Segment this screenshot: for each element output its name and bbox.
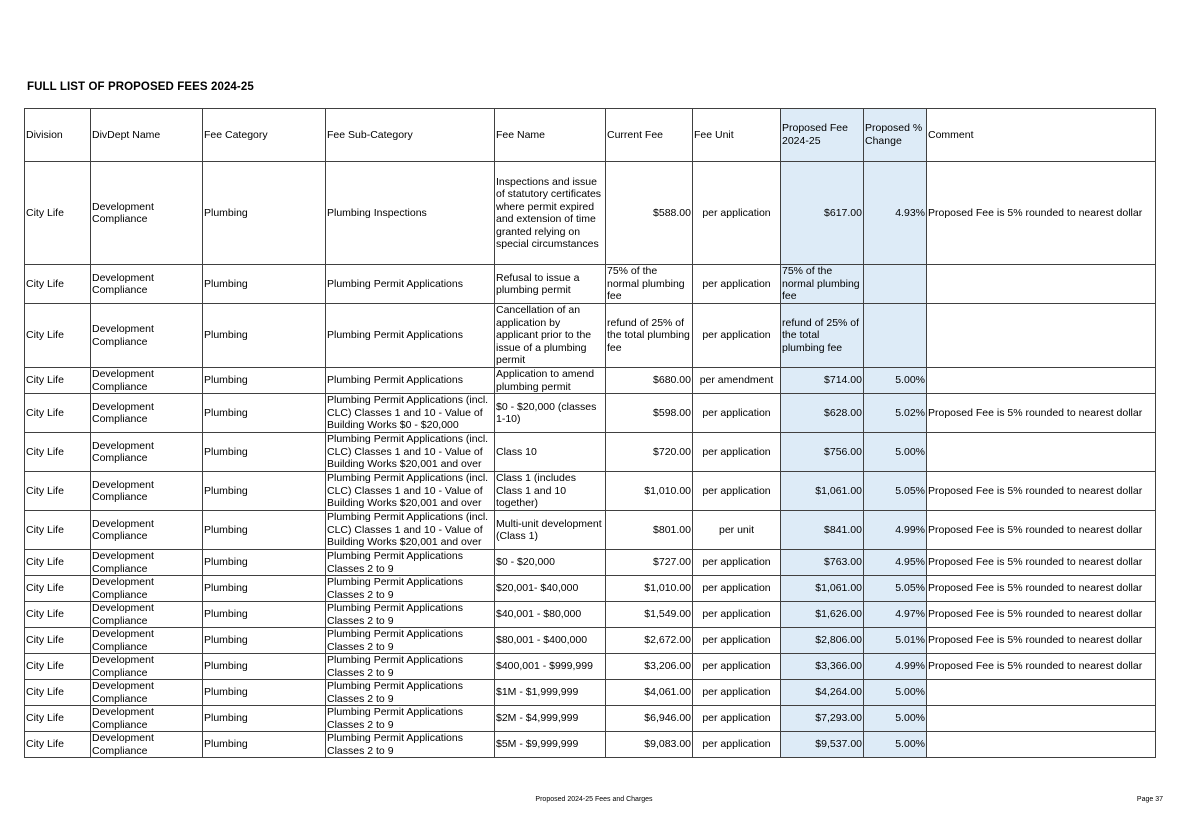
cell-proposed-fee: $628.00: [781, 394, 864, 433]
cell-percent-change: 4.93%: [864, 162, 927, 265]
cell-division: City Life: [25, 368, 91, 394]
cell-percent-change: 5.05%: [864, 576, 927, 602]
cell-proposed-fee: refund of 25% of the total plumbing fee: [781, 304, 864, 368]
cell-fee-name: Inspections and issue of statutory certificates where permit expired and extension of time granted relying on special circumstances: [495, 162, 606, 265]
cell-comment: Proposed Fee is 5% rounded to nearest dollar: [927, 654, 1156, 680]
page-number: Page 37: [1136, 796, 1163, 803]
cell-comment: Proposed Fee is 5% rounded to nearest dollar: [927, 511, 1156, 550]
cell-category: Plumbing: [203, 732, 326, 758]
table-row: [25, 162, 1156, 265]
cell-category: Plumbing: [203, 628, 326, 654]
cell-dept: Development Compliance: [91, 550, 203, 576]
header-proposed-fee: Proposed Fee 2024-25: [781, 109, 864, 162]
cell-proposed-fee: $3,366.00: [781, 654, 864, 680]
cell-fee-name: $400,001 - $999,999: [495, 654, 606, 680]
cell-division: City Life: [25, 732, 91, 758]
cell-category: Plumbing: [203, 602, 326, 628]
table-row: [25, 732, 1156, 758]
cell-proposed-fee: $763.00: [781, 550, 864, 576]
header-current-fee: Current Fee: [606, 109, 693, 162]
header-row: [25, 109, 1156, 162]
cell-category: Plumbing: [203, 433, 326, 472]
cell-proposed-fee: $1,626.00: [781, 602, 864, 628]
table-row: [25, 550, 1156, 576]
cell-fee-unit: per application: [693, 394, 781, 433]
cell-comment: [927, 265, 1156, 304]
cell-current-fee: $720.00: [606, 433, 693, 472]
table-row: [25, 706, 1156, 732]
cell-current-fee: $1,010.00: [606, 576, 693, 602]
table-row: [25, 304, 1156, 368]
cell-division: City Life: [25, 654, 91, 680]
cell-percent-change: 5.00%: [864, 732, 927, 758]
cell-fee-name: Multi-unit development (Class 1): [495, 511, 606, 550]
cell-subcategory: Plumbing Permit Applications Classes 2 to 9: [326, 576, 495, 602]
table-row: [25, 576, 1156, 602]
cell-division: City Life: [25, 162, 91, 265]
cell-subcategory: Plumbing Permit Applications (incl. CLC) Classes 1 and 10 - Value of Building Works $20,001 and over: [326, 433, 495, 472]
cell-percent-change: [864, 265, 927, 304]
cell-subcategory: Plumbing Permit Applications (incl. CLC) Classes 1 and 10 - Value of Building Works $20,001 and over: [326, 511, 495, 550]
cell-current-fee: $2,672.00: [606, 628, 693, 654]
cell-comment: [927, 680, 1156, 706]
cell-percent-change: 4.99%: [864, 511, 927, 550]
cell-division: City Life: [25, 394, 91, 433]
fees-table: [24, 108, 1156, 758]
cell-subcategory: Plumbing Permit Applications Classes 2 to 9: [326, 732, 495, 758]
cell-percent-change: 5.01%: [864, 628, 927, 654]
cell-percent-change: 4.95%: [864, 550, 927, 576]
cell-fee-name: $1M - $1,999,999: [495, 680, 606, 706]
cell-dept: Development Compliance: [91, 602, 203, 628]
cell-fee-unit: per amendment: [693, 368, 781, 394]
cell-dept: Development Compliance: [91, 304, 203, 368]
cell-current-fee: $727.00: [606, 550, 693, 576]
cell-dept: Development Compliance: [91, 680, 203, 706]
cell-category: Plumbing: [203, 680, 326, 706]
cell-current-fee: $680.00: [606, 368, 693, 394]
cell-division: City Life: [25, 706, 91, 732]
cell-fee-unit: per application: [693, 304, 781, 368]
cell-proposed-fee: $1,061.00: [781, 472, 864, 511]
table-row: [25, 602, 1156, 628]
cell-category: Plumbing: [203, 304, 326, 368]
cell-comment: [927, 433, 1156, 472]
cell-comment: Proposed Fee is 5% rounded to nearest dollar: [927, 602, 1156, 628]
cell-current-fee: $4,061.00: [606, 680, 693, 706]
cell-dept: Development Compliance: [91, 654, 203, 680]
cell-proposed-fee: $2,806.00: [781, 628, 864, 654]
cell-fee-name: $80,001 - $400,000: [495, 628, 606, 654]
cell-proposed-fee: $4,264.00: [781, 680, 864, 706]
cell-dept: Development Compliance: [91, 511, 203, 550]
cell-fee-unit: per application: [693, 602, 781, 628]
cell-fee-unit: per application: [693, 433, 781, 472]
cell-division: City Life: [25, 511, 91, 550]
cell-division: City Life: [25, 265, 91, 304]
cell-percent-change: 4.99%: [864, 654, 927, 680]
cell-comment: [927, 368, 1156, 394]
cell-subcategory: Plumbing Permit Applications Classes 2 to 9: [326, 706, 495, 732]
cell-dept: Development Compliance: [91, 472, 203, 511]
cell-dept: Development Compliance: [91, 433, 203, 472]
cell-percent-change: 5.00%: [864, 680, 927, 706]
cell-fee-name: $20,001- $40,000: [495, 576, 606, 602]
cell-dept: Development Compliance: [91, 628, 203, 654]
cell-fee-unit: per application: [693, 628, 781, 654]
footer-document-title: Proposed 2024-25 Fees and Charges: [535, 796, 653, 803]
cell-comment: Proposed Fee is 5% rounded to nearest dollar: [927, 550, 1156, 576]
page-title: FULL LIST OF PROPOSED FEES 2024-25: [27, 81, 254, 93]
cell-fee-name: $5M - $9,999,999: [495, 732, 606, 758]
cell-dept: Development Compliance: [91, 732, 203, 758]
header-percent-change: Proposed % Change: [864, 109, 927, 162]
cell-current-fee: $598.00: [606, 394, 693, 433]
header-division: Division: [25, 109, 91, 162]
header-dept: DivDept Name: [91, 109, 203, 162]
cell-fee-unit: per application: [693, 472, 781, 511]
cell-dept: Development Compliance: [91, 706, 203, 732]
table-row: [25, 511, 1156, 550]
cell-division: City Life: [25, 304, 91, 368]
table-row: [25, 394, 1156, 433]
cell-current-fee: 75% of the normal plumbing fee: [606, 265, 693, 304]
cell-current-fee: $1,549.00: [606, 602, 693, 628]
table-row: [25, 368, 1156, 394]
cell-comment: Proposed Fee is 5% rounded to nearest dollar: [927, 162, 1156, 265]
cell-division: City Life: [25, 576, 91, 602]
cell-fee-name: Class 1 (includes Class 1 and 10 together): [495, 472, 606, 511]
cell-subcategory: Plumbing Permit Applications Classes 2 to 9: [326, 550, 495, 576]
cell-fee-unit: per application: [693, 550, 781, 576]
cell-fee-unit: per application: [693, 732, 781, 758]
cell-percent-change: 5.05%: [864, 472, 927, 511]
cell-fee-unit: per application: [693, 706, 781, 732]
cell-percent-change: 5.00%: [864, 706, 927, 732]
cell-subcategory: Plumbing Permit Applications (incl. CLC) Classes 1 and 10 - Value of Building Works $20,001 and over: [326, 472, 495, 511]
cell-division: City Life: [25, 433, 91, 472]
table-row: [25, 265, 1156, 304]
cell-category: Plumbing: [203, 511, 326, 550]
cell-proposed-fee: $9,537.00: [781, 732, 864, 758]
cell-category: Plumbing: [203, 654, 326, 680]
cell-fee-unit: per application: [693, 654, 781, 680]
cell-current-fee: $1,010.00: [606, 472, 693, 511]
cell-subcategory: Plumbing Permit Applications Classes 2 to 9: [326, 680, 495, 706]
cell-fee-unit: per application: [693, 576, 781, 602]
table-row: [25, 472, 1156, 511]
table-row: [25, 654, 1156, 680]
cell-subcategory: Plumbing Permit Applications: [326, 368, 495, 394]
cell-proposed-fee: $756.00: [781, 433, 864, 472]
cell-subcategory: Plumbing Permit Applications: [326, 304, 495, 368]
cell-subcategory: Plumbing Permit Applications: [326, 265, 495, 304]
cell-category: Plumbing: [203, 265, 326, 304]
cell-fee-name: $2M - $4,999,999: [495, 706, 606, 732]
header-fee-unit: Fee Unit: [693, 109, 781, 162]
cell-comment: [927, 732, 1156, 758]
cell-fee-name: Class 10: [495, 433, 606, 472]
cell-fee-name: $0 - $20,000 (classes 1-10): [495, 394, 606, 433]
cell-current-fee: $801.00: [606, 511, 693, 550]
cell-proposed-fee: $7,293.00: [781, 706, 864, 732]
cell-percent-change: 5.02%: [864, 394, 927, 433]
cell-comment: [927, 706, 1156, 732]
cell-fee-unit: per application: [693, 265, 781, 304]
cell-category: Plumbing: [203, 162, 326, 265]
cell-dept: Development Compliance: [91, 576, 203, 602]
cell-category: Plumbing: [203, 706, 326, 732]
cell-comment: Proposed Fee is 5% rounded to nearest dollar: [927, 394, 1156, 433]
cell-division: City Life: [25, 550, 91, 576]
cell-proposed-fee: $841.00: [781, 511, 864, 550]
cell-comment: [927, 304, 1156, 368]
header-category: Fee Category: [203, 109, 326, 162]
cell-category: Plumbing: [203, 472, 326, 511]
cell-fee-unit: per application: [693, 162, 781, 265]
cell-division: City Life: [25, 602, 91, 628]
cell-category: Plumbing: [203, 576, 326, 602]
cell-fee-unit: per unit: [693, 511, 781, 550]
cell-subcategory: Plumbing Permit Applications Classes 2 to 9: [326, 628, 495, 654]
cell-comment: Proposed Fee is 5% rounded to nearest dollar: [927, 628, 1156, 654]
cell-category: Plumbing: [203, 394, 326, 433]
cell-proposed-fee: $714.00: [781, 368, 864, 394]
header-fee-name: Fee Name: [495, 109, 606, 162]
cell-fee-name: Cancellation of an application by applicant prior to the issue of a plumbing permit: [495, 304, 606, 368]
cell-proposed-fee: $1,061.00: [781, 576, 864, 602]
header-comment: Comment: [927, 109, 1156, 162]
cell-current-fee: $9,083.00: [606, 732, 693, 758]
cell-dept: Development Compliance: [91, 265, 203, 304]
cell-category: Plumbing: [203, 550, 326, 576]
cell-dept: Development Compliance: [91, 394, 203, 433]
cell-percent-change: [864, 304, 927, 368]
cell-comment: Proposed Fee is 5% rounded to nearest dollar: [927, 576, 1156, 602]
cell-dept: Development Compliance: [91, 368, 203, 394]
cell-proposed-fee: $617.00: [781, 162, 864, 265]
cell-subcategory: Plumbing Permit Applications Classes 2 to 9: [326, 602, 495, 628]
table-row: [25, 628, 1156, 654]
cell-current-fee: $6,946.00: [606, 706, 693, 732]
cell-comment: Proposed Fee is 5% rounded to nearest dollar: [927, 472, 1156, 511]
cell-current-fee: refund of 25% of the total plumbing fee: [606, 304, 693, 368]
cell-current-fee: $588.00: [606, 162, 693, 265]
cell-subcategory: Plumbing Permit Applications (incl. CLC) Classes 1 and 10 - Value of Building Works $0 - $20,000: [326, 394, 495, 433]
cell-percent-change: 4.97%: [864, 602, 927, 628]
cell-percent-change: 5.00%: [864, 433, 927, 472]
cell-dept: Development Compliance: [91, 162, 203, 265]
cell-proposed-fee: 75% of the normal plumbing fee: [781, 265, 864, 304]
cell-division: City Life: [25, 680, 91, 706]
cell-fee-name: $0 - $20,000: [495, 550, 606, 576]
header-subcategory: Fee Sub-Category: [326, 109, 495, 162]
cell-subcategory: Plumbing Inspections: [326, 162, 495, 265]
cell-fee-name: Refusal to issue a plumbing permit: [495, 265, 606, 304]
cell-fee-name: $40,001 - $80,000: [495, 602, 606, 628]
cell-percent-change: 5.00%: [864, 368, 927, 394]
cell-fee-name: Application to amend plumbing permit: [495, 368, 606, 394]
table-row: [25, 433, 1156, 472]
cell-division: City Life: [25, 472, 91, 511]
cell-subcategory: Plumbing Permit Applications Classes 2 to 9: [326, 654, 495, 680]
table-row: [25, 680, 1156, 706]
cell-category: Plumbing: [203, 368, 326, 394]
cell-current-fee: $3,206.00: [606, 654, 693, 680]
cell-division: City Life: [25, 628, 91, 654]
cell-fee-unit: per application: [693, 680, 781, 706]
